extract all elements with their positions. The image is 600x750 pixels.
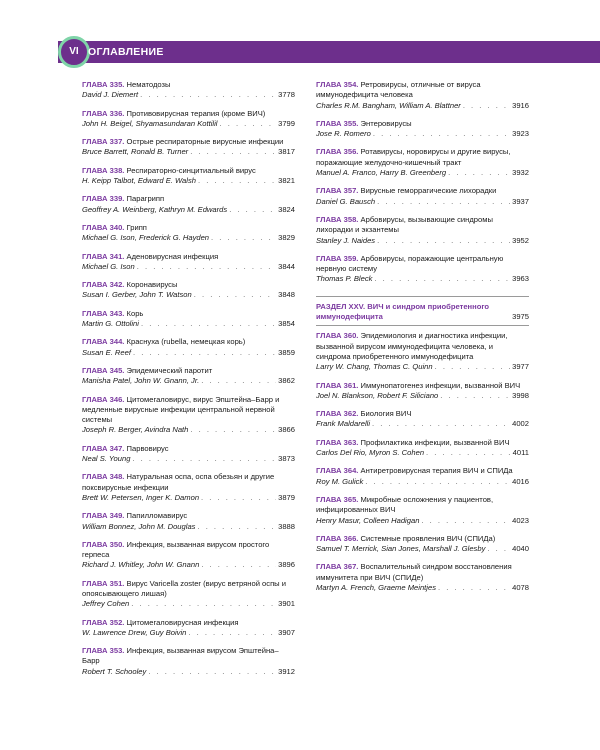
authors: Daniel G. Bausch: [316, 196, 376, 206]
author-line: [316, 477, 529, 487]
authors: Jose R. Romero: [316, 129, 371, 139]
toc-entry[interactable]: [316, 147, 529, 178]
chapter-number: ГЛАВА 342.: [82, 280, 125, 290]
leader-dots: [220, 119, 277, 129]
toc-entry[interactable]: [82, 223, 295, 244]
toc-entry[interactable]: [82, 252, 295, 273]
page-number: 3998: [512, 390, 529, 400]
leader-dots: [365, 477, 510, 487]
entry-title: [316, 186, 529, 196]
entry-title: [316, 438, 529, 448]
entry-title: [82, 511, 295, 521]
page-number: 3901: [278, 599, 295, 609]
author-line: [82, 262, 295, 272]
chapter-number: ГЛАВА 344.: [82, 337, 125, 347]
authors: Susan I. Gerber, John T. Watson: [82, 290, 192, 300]
page-number: 3916: [512, 100, 529, 110]
entry-title: [316, 466, 529, 476]
author-line: [82, 176, 295, 186]
chapter-number: ГЛАВА 346.: [82, 394, 125, 404]
authors: Samuel T. Merrick, Sian Jones, Marshall J. Glesby: [316, 544, 486, 554]
author-line: [82, 147, 295, 157]
entry-title: [82, 309, 295, 319]
author-line: [316, 129, 529, 139]
chapter-number: ГЛАВА 360.: [316, 331, 359, 341]
entry-title: [316, 80, 529, 101]
author-line: [316, 197, 529, 207]
toc-entry[interactable]: [82, 366, 295, 387]
page-number: 3848: [278, 290, 295, 300]
entry-title: [82, 252, 295, 262]
page-number: 3932: [512, 168, 529, 178]
toc-entry[interactable]: [82, 309, 295, 330]
author-line: [316, 544, 529, 554]
leader-dots: [132, 454, 276, 464]
chapter-number: ГЛАВА 361.: [316, 380, 359, 390]
toc-entry[interactable]: [82, 540, 295, 571]
authors: Henry Masur, Colleen Hadigan: [316, 515, 420, 525]
entry-title: [82, 137, 295, 147]
leader-dots: [197, 522, 276, 532]
chapter-title: Противовирусная терапия (кроме ВИЧ): [126, 108, 266, 118]
author-line: [82, 90, 295, 100]
toc-entry[interactable]: [316, 119, 529, 140]
page-number: 3923: [512, 129, 529, 139]
leader-dots: [201, 560, 276, 570]
page-number: 3977: [512, 362, 529, 372]
authors: Manisha Patel, John W. Gnann, Jr.: [82, 376, 200, 386]
entry-title: [316, 534, 529, 544]
chapter-number: ГЛАВА 335.: [82, 80, 125, 89]
leader-dots: [198, 176, 276, 186]
entry-title: [82, 444, 295, 454]
author-line: [82, 628, 295, 638]
chapter-title: Эпидемический паротит: [126, 365, 213, 375]
leader-dots: [194, 290, 276, 300]
chapter-title: Краснуха (rubella, немецкая корь): [126, 337, 246, 347]
leader-dots: [188, 628, 276, 638]
entry-title: [82, 194, 295, 204]
chapter-title: Парвовирус: [126, 443, 169, 453]
chapter-title: Цитомегаловирусная инфекция: [126, 617, 239, 627]
author-line: [316, 419, 529, 429]
entry-title: [82, 166, 295, 176]
toc-entry[interactable]: [82, 472, 295, 503]
authors: Michael G. Ison, Frederick G. Hayden: [82, 233, 210, 243]
entry-title: [82, 540, 295, 561]
authors: Frank Maldarelli: [316, 419, 371, 429]
page-number: 4016: [512, 476, 529, 486]
author-line: [82, 599, 295, 609]
chapter-number: ГЛАВА 343.: [82, 308, 125, 318]
chapter-title: Инфекция, вызванная вирусом Эпштейна–Барр: [82, 646, 279, 666]
page-number: 4002: [512, 419, 529, 429]
authors: Charles R.M. Bangham, William A. Blattner: [316, 100, 461, 110]
leader-dots: [440, 391, 510, 401]
leader-dots: [201, 376, 276, 386]
entry-title: [82, 366, 295, 376]
authors: Brett W. Petersen, Inger K. Damon: [82, 492, 200, 502]
entry-title: [82, 109, 295, 119]
entry-title: [82, 472, 295, 493]
authors: Susan E. Reef: [82, 347, 131, 357]
authors: William Bonnez, John M. Douglas: [82, 521, 196, 531]
toc-entry[interactable]: [316, 381, 529, 402]
chapter-title: Микробные осложнения у пациентов, инфицированных ВИЧ: [316, 494, 494, 515]
chapter-number: ГЛАВА 351.: [82, 578, 125, 588]
chapter-title: Антиретровирусная терапия ВИЧ и СПИДа: [360, 466, 513, 476]
chapter-number: ГЛАВА 358.: [316, 214, 359, 224]
entry-title: [316, 215, 529, 236]
chapter-title: Нематодозы: [126, 80, 171, 89]
page-number: 3799: [278, 118, 295, 128]
page-number: 3854: [278, 319, 295, 329]
chapter-title: Вирусные геморрагические лихорадки: [360, 186, 497, 196]
author-line: [82, 425, 295, 435]
chapter-number: ГЛАВА 363.: [316, 437, 359, 447]
leader-dots: [148, 667, 276, 677]
section-divider-top: [316, 296, 529, 297]
page-number: 4023: [512, 515, 529, 525]
page-number: 3879: [278, 492, 295, 502]
section-divider-bottom: [316, 325, 529, 326]
leader-dots: [374, 274, 510, 284]
page-numeral-badge: VI: [58, 36, 90, 68]
toc-entry[interactable]: [82, 395, 295, 436]
authors: John H. Beigel, Shyamasundaran Kottilil: [82, 118, 218, 128]
chapter-number: ГЛАВА 336.: [82, 108, 125, 118]
leader-dots: [190, 147, 276, 157]
page-number: 3866: [278, 425, 295, 435]
chapter-number: ГЛАВА 367.: [316, 562, 359, 572]
authors: Manuel A. Franco, Harry B. Greenberg: [316, 168, 447, 178]
author-line: [82, 522, 295, 532]
chapter-title: Острые респираторные вирусные инфекции: [126, 137, 284, 147]
toc-entry[interactable]: [82, 444, 295, 465]
chapter-number: ГЛАВА 355.: [316, 118, 359, 128]
chapter-number: ГЛАВА 365.: [316, 494, 359, 504]
author-line: [316, 101, 529, 111]
chapter-number: ГЛАВА 338.: [82, 165, 125, 175]
toc-entry[interactable]: [82, 109, 295, 130]
entry-title: [316, 381, 529, 391]
chapter-title: Иммунопатогенез инфекции, вызванной ВИЧ: [360, 380, 521, 390]
author-line: [82, 119, 295, 129]
leader-dots: [201, 493, 276, 503]
authors: Robert T. Schooley: [82, 666, 147, 676]
chapter-title: Арбовирусы, поражающие центральную нервную систему: [316, 253, 504, 274]
authors: Richard J. Whitley, John W. Gnann: [82, 560, 200, 570]
chapter-number: ГЛАВА 364.: [316, 466, 359, 476]
authors: Geoffrey A. Weinberg, Kathryn M. Edwards: [82, 204, 228, 214]
leader-dots: [487, 544, 510, 554]
toc-entry[interactable]: [316, 80, 529, 111]
chapter-number: ГЛАВА 354.: [316, 80, 359, 89]
entry-title: [82, 337, 295, 347]
toc-entry[interactable]: [82, 646, 295, 677]
chapter-title: Системные проявления ВИЧ (СПИДа): [360, 533, 496, 543]
chapter-number: ГЛАВА 348.: [82, 472, 125, 482]
toc-entry[interactable]: [82, 618, 295, 639]
entry-title: [82, 646, 295, 667]
leader-dots: [137, 262, 276, 272]
toc-entry[interactable]: [316, 215, 529, 246]
section-heading[interactable]: [316, 302, 529, 323]
leader-dots: [140, 90, 276, 100]
chapter-number: ГЛАВА 339.: [82, 194, 125, 204]
chapter-number: ГЛАВА 350.: [82, 539, 125, 549]
author-line: [82, 454, 295, 464]
chapter-title: Биология ВИЧ: [360, 409, 412, 419]
chapter-title: Коронавирусы: [126, 280, 178, 290]
page-number: 3963: [512, 274, 529, 284]
authors: Neal S. Young: [82, 454, 131, 464]
page-number: 3873: [278, 454, 295, 464]
leader-dots: [377, 236, 510, 246]
authors: Michael G. Ison: [82, 261, 135, 271]
chapter-title: Респираторно-синцитиальный вирус: [126, 165, 256, 175]
chapter-title: Арбовирусы, вызывающие синдромы лихорадки и экзантемы: [316, 214, 493, 235]
chapter-number: ГЛАВА 359.: [316, 253, 359, 263]
toc-entry[interactable]: [82, 80, 295, 101]
authors: Joel N. Blankson, Robert F. Siliciano: [316, 390, 439, 400]
toc-left-column: [82, 80, 295, 685]
chapter-number: ГЛАВА 341.: [82, 251, 125, 261]
entry-title: [316, 331, 529, 362]
authors: Roy M. Gulick: [316, 476, 364, 486]
chapter-title: Инфекция, вызванная вирусом простого герпеса: [82, 539, 270, 560]
author-line: [316, 516, 529, 526]
chapter-number: ГЛАВА 337.: [82, 137, 125, 147]
author-line: [82, 493, 295, 503]
section-title: РАЗДЕЛ XXV. ВИЧ и синдром приобретенного иммунодефицита: [316, 301, 490, 322]
entry-title: [82, 80, 295, 90]
authors: Jeffrey Cohen: [82, 599, 130, 609]
chapter-number: ГЛАВА 356.: [316, 147, 359, 157]
toc-entry[interactable]: [316, 562, 529, 593]
entry-title: [316, 562, 529, 583]
page-number: 3952: [512, 235, 529, 245]
chapter-title: Вирус Varicella zoster (вирус ветряной оспы и опоясывающего лишая): [82, 578, 286, 598]
page-number: 3907: [278, 627, 295, 637]
authors: Martin G. Ottolini: [82, 319, 139, 329]
leader-dots: [133, 348, 276, 358]
authors: Thomas P. Bleck: [316, 274, 373, 284]
chapter-number: ГЛАВА 340.: [82, 222, 125, 232]
author-line: [316, 448, 529, 458]
leader-dots: [211, 233, 276, 243]
toc-entry[interactable]: [82, 337, 295, 358]
page-number: 4040: [512, 544, 529, 554]
chapter-number: ГЛАВА 345.: [82, 365, 125, 375]
author-line: [316, 583, 529, 593]
toc-entry[interactable]: [82, 511, 295, 532]
author-line: [82, 376, 295, 386]
entry-title: [82, 579, 295, 600]
authors: Larry W. Chang, Thomas C. Quinn: [316, 362, 433, 372]
page-number: 3888: [278, 521, 295, 531]
leader-dots: [426, 448, 511, 458]
page-number: 3778: [278, 90, 295, 100]
toc-entry[interactable]: [316, 254, 529, 285]
leader-dots: [421, 516, 510, 526]
authors: David J. Diemert: [82, 90, 139, 100]
entry-title: [316, 409, 529, 419]
authors: W. Lawrence Drew, Guy Boivin: [82, 627, 187, 637]
author-line: [316, 274, 529, 284]
page-number: 3862: [278, 376, 295, 386]
authors: Stanley J. Naides: [316, 235, 376, 245]
entry-title: [316, 147, 529, 168]
page-number: 3844: [278, 261, 295, 271]
page-number: 3824: [278, 204, 295, 214]
chapter-title: Аденовирусная инфекция: [126, 251, 219, 261]
chapter-title: Парагрипп: [126, 194, 165, 204]
chapter-number: ГЛАВА 353.: [82, 646, 125, 656]
page-title: ОГЛАВЛЕНИЕ: [88, 46, 164, 58]
toc-entry[interactable]: [316, 331, 529, 372]
authors: Joseph R. Berger, Avindra Nath: [82, 425, 189, 435]
page-number: 3821: [278, 176, 295, 186]
chapter-title: Цитомегаловирус, вирус Эпштейна–Барр и медленные вирусные инфекции центральной нервной системы: [82, 394, 280, 425]
entry-title: [82, 223, 295, 233]
toc-entry[interactable]: [316, 495, 529, 526]
author-line: [316, 168, 529, 178]
chapter-title: Папилломавирус: [126, 511, 188, 521]
author-line: [316, 236, 529, 246]
chapter-title: Ротавирусы, норовирусы и другие вирусы, поражающие желудочно-кишечный тракт: [316, 147, 511, 167]
leader-dots: [229, 205, 276, 215]
section-page-number: 3975: [512, 312, 529, 322]
page-number: 4078: [512, 582, 529, 592]
author-line: [82, 290, 295, 300]
chapter-number: ГЛАВА 349.: [82, 511, 125, 521]
authors: Carlos Del Rio, Myron S. Cohen: [316, 448, 425, 458]
chapter-title: Корь: [126, 308, 144, 318]
chapter-title: Воспалительный синдром восстановления иммунитета при ВИЧ (СПИДе): [316, 562, 512, 582]
leader-dots: [448, 168, 510, 178]
chapter-number: ГЛАВА 366.: [316, 533, 359, 543]
chapter-number: ГЛАВА 352.: [82, 617, 125, 627]
toc-entry[interactable]: [82, 579, 295, 610]
author-line: [82, 348, 295, 358]
leader-dots: [141, 319, 276, 329]
chapter-title: Натуральная оспа, оспа обезьян и другие поксвирусные инфекции: [82, 472, 275, 492]
leader-dots: [377, 197, 510, 207]
entry-title: [82, 395, 295, 426]
author-line: [82, 233, 295, 243]
chapter-title: Эпидемиология и диагностика инфекции, вызванной вирусом иммунодефицита человека, и синдрома приобретенного иммунодефицита: [316, 331, 508, 361]
entry-title: [82, 280, 295, 290]
toc-entry[interactable]: [82, 166, 295, 187]
leader-dots: [435, 362, 510, 372]
toc-entry[interactable]: [316, 466, 529, 487]
chapter-title: Ретровирусы, отличные от вируса иммунодефицита человека: [316, 80, 481, 100]
entry-title: [316, 119, 529, 129]
authors: H. Keipp Talbot, Edward E. Walsh: [82, 176, 196, 186]
page-number: 3937: [512, 196, 529, 206]
authors: Martyn A. French, Graeme Meintjes: [316, 582, 436, 592]
toc-entry[interactable]: [82, 194, 295, 215]
toc-entry[interactable]: [82, 137, 295, 158]
page-number: 3912: [278, 666, 295, 676]
author-line: [316, 362, 529, 372]
author-line: [82, 319, 295, 329]
leader-dots: [463, 101, 510, 111]
page-number: 3829: [278, 233, 295, 243]
page-number: 3896: [278, 560, 295, 570]
author-line: [82, 560, 295, 570]
leader-dots: [372, 419, 510, 429]
entry-title: [316, 495, 529, 516]
chapter-number: ГЛАВА 347.: [82, 443, 125, 453]
toc-entry[interactable]: [316, 534, 529, 555]
entry-title: [82, 618, 295, 628]
leader-dots: [373, 129, 510, 139]
entry-title: [316, 254, 529, 275]
toc-entry[interactable]: [316, 438, 529, 459]
author-line: [82, 667, 295, 677]
toc-entry[interactable]: [316, 186, 529, 207]
page-number: 3817: [278, 147, 295, 157]
page-number: 4011: [512, 448, 529, 458]
page-number: 3859: [278, 347, 295, 357]
toc-entry[interactable]: [82, 280, 295, 301]
toc-right-column: [316, 80, 529, 601]
authors: Bruce Barrett, Ronald B. Turner: [82, 147, 189, 157]
leader-dots: [190, 425, 276, 435]
chapter-title: Грипп: [126, 222, 147, 232]
author-line: [82, 205, 295, 215]
chapter-number: ГЛАВА 362.: [316, 409, 359, 419]
chapter-title: Энтеровирусы: [360, 118, 412, 128]
leader-dots: [438, 583, 510, 593]
chapter-title: Профилактика инфекции, вызванной ВИЧ: [360, 437, 510, 447]
leader-dots: [131, 599, 276, 609]
toc-entry[interactable]: [316, 409, 529, 430]
chapter-number: ГЛАВА 357.: [316, 186, 359, 196]
author-line: [316, 391, 529, 401]
